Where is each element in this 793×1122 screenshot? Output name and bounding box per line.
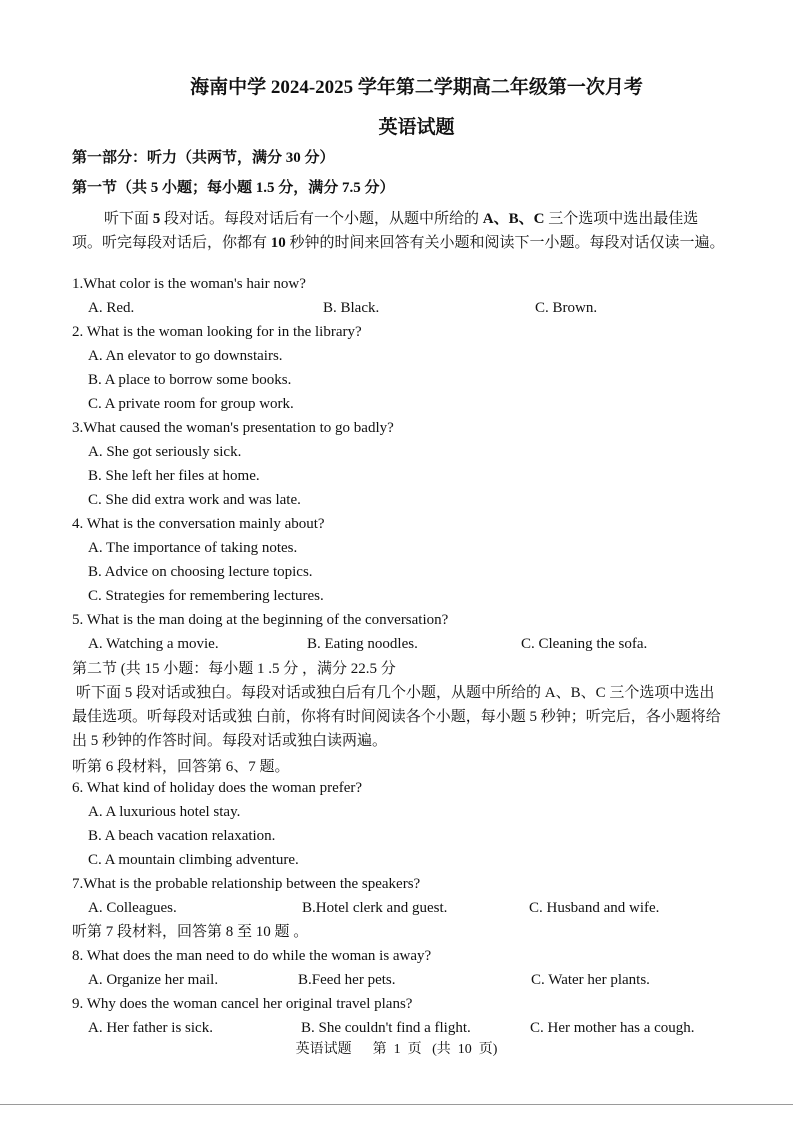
instr-bold: 5 (152, 211, 161, 227)
instr-bold: 10 (270, 235, 286, 251)
option-c: C. A private room for group work. (88, 396, 294, 412)
option-b: B. A place to borrow some books. (88, 372, 292, 388)
option-a: A. An elevator to go downstairs. (88, 348, 283, 364)
option-b: B.Hotel clerk and guest. (302, 900, 448, 916)
section2-heading: 第二节 (共 15 小题：每小题 1 .5 分 ，满分 22.5 分 (72, 661, 396, 677)
option-c: C. Her mother has a cough. (530, 1020, 695, 1036)
option-a: A. Organize her mail. (88, 972, 219, 988)
exam-subtitle: 英语试题 (378, 117, 455, 138)
option-c: C. Water her plants. (531, 972, 650, 988)
option-c: C. Cleaning the sofa. (521, 636, 648, 652)
question-stem: 7.What is the probable relationship between the speakers? (72, 876, 421, 892)
option-c: C. A mountain climbing adventure. (88, 852, 299, 868)
exam-title: 海南中学 2024-2025 学年第二学期高二年级第一次月考 (190, 77, 643, 98)
question-stem: 8. What does the man need to do while the woman is away? (72, 948, 432, 964)
option-a: A. A luxurious hotel stay. (88, 804, 241, 820)
page-bottom-divider (0, 1104, 793, 1105)
question-stem: 2. What is the woman looking for in the library? (72, 324, 362, 340)
section1-heading: 第一节（共 5 小题；每小题 1.5 分，满分 7.5 分） (72, 180, 395, 196)
part1-heading: 第一部分：听力（共两节，满分 30 分） (72, 150, 335, 166)
option-a: A. The importance of taking notes. (88, 540, 298, 556)
instr-text: 段对话。每段对话后有一个小题，从题中所给的 (160, 211, 483, 227)
instr-text: 三个选项中选出最佳选项。听完每段对话后，你都有 (72, 211, 699, 251)
option-b: B. Advice on choosing lecture topics. (88, 564, 313, 580)
question-stem: 9. Why does the woman cancel her original travel plans? (72, 996, 413, 1012)
instr-text: 秒钟的时间来回答有关小题和阅读下一小题。每段对话仅读一遍。 (285, 235, 725, 251)
material-6-instruction: 听第 6 段材料，回答第 6、7 题。 (72, 759, 290, 775)
option-b: B. Black. (323, 300, 380, 316)
page-footer: 英语试题 第 1 页 (共 10 页) (295, 1042, 498, 1057)
option-a: A. She got seriously sick. (88, 444, 242, 460)
option-c: C. Brown. (535, 300, 598, 316)
option-b: B.Feed her pets. (298, 972, 396, 988)
section2-instructions: 听下面 5 段对话或独白。每段对话或独白后有几个小题，从题中所给的 A、B、C 三个选项中选出最佳选项。听每段对话或独 白前，你将有时间阅读各个小题，每小题 5 秒钟；听完后，各小题将给 出 5 秒钟的作答时间。每段对话或独白读两遍。 (72, 685, 721, 749)
option-c: C. She did extra work and was late. (88, 492, 301, 508)
question-stem: 6. What kind of holiday does the woman prefer? (72, 780, 363, 796)
option-b: B. Eating noodles. (307, 636, 418, 652)
instr-bold: A、B、C (482, 211, 545, 227)
option-b: B. She left her files at home. (88, 468, 260, 484)
option-a: A. Colleagues. (88, 900, 177, 916)
option-a: A. Watching a movie. (88, 636, 219, 652)
question-stem: 1.What color is the woman's hair now? (72, 276, 306, 292)
option-c: C. Husband and wife. (529, 900, 660, 916)
question-stem: 3.What caused the woman's presentation to go badly? (72, 420, 394, 436)
question-stem: 5. What is the man doing at the beginning of the conversation? (72, 612, 449, 628)
option-a: A. Red. (88, 300, 135, 316)
option-b: B. She couldn't find a flight. (301, 1020, 471, 1036)
material-7-instruction: 听第 7 段材料，回答第 8 至 10 题 。 (72, 924, 309, 940)
option-a: A. Her father is sick. (88, 1020, 213, 1036)
option-b: B. A beach vacation relaxation. (88, 828, 276, 844)
question-stem: 4. What is the conversation mainly about? (72, 516, 325, 532)
section1-instructions (72, 207, 726, 255)
option-c: C. Strategies for remembering lectures. (88, 588, 324, 604)
instr-text: 听下面 (104, 211, 153, 227)
